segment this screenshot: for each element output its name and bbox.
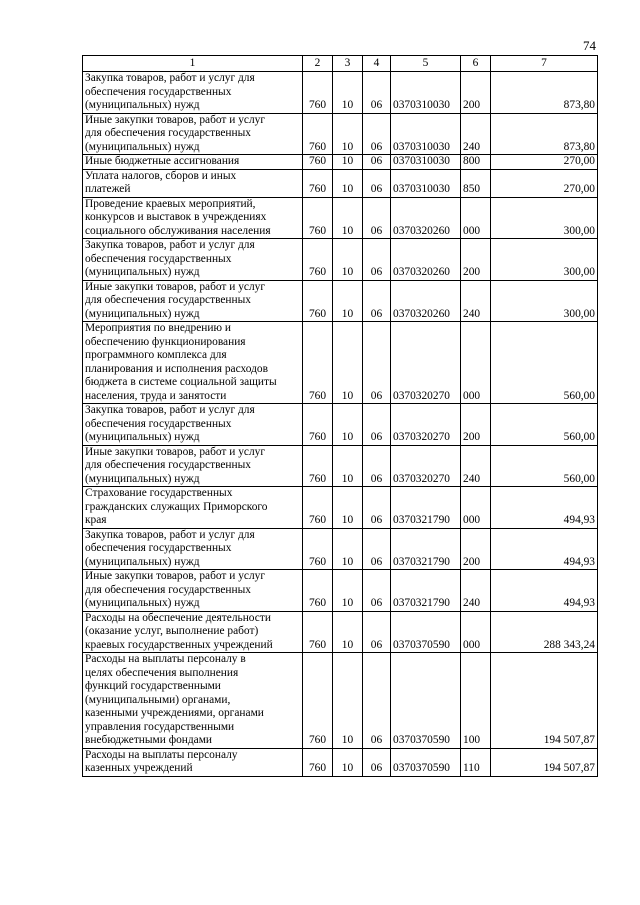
expense-name (83, 748, 303, 776)
section-code: 10 (333, 169, 363, 197)
ministry-code: 760 (303, 322, 333, 404)
table-row (83, 72, 598, 114)
expense-name-line: Иные закупки товаров, работ и услуг (85, 280, 266, 293)
target-article-code: 0370310030 (391, 155, 461, 170)
amount-value: 494,93 (491, 570, 598, 612)
table-header-row (83, 56, 598, 72)
ministry-code: 760 (303, 528, 333, 570)
ministry-code: 760 (303, 169, 333, 197)
table-row (83, 155, 598, 170)
header-col-7: 7 (491, 56, 598, 72)
expense-name-line: Расходы на обеспечение деятельности (85, 611, 271, 624)
subsection-code: 06 (363, 445, 391, 487)
subsection-code: 06 (363, 322, 391, 404)
subsection-code: 06 (363, 611, 391, 653)
target-article-code: 0370310030 (391, 72, 461, 114)
expense-name-line: (муниципальных) нужд (85, 266, 200, 278)
header-col-5: 5 (391, 56, 461, 72)
expense-name-line: социального обслуживания населения (85, 224, 271, 237)
expense-name-line: (муниципальных) нужд (85, 431, 200, 443)
target-article-code: 0370310030 (391, 113, 461, 155)
expense-name-line: Закупка товаров, работ и услуг для (85, 528, 255, 541)
expense-name-line: обеспечению функционирования (85, 335, 246, 348)
budget-table (82, 55, 598, 777)
expense-name-line: гражданских служащих Приморского (85, 500, 268, 513)
table-row (83, 528, 598, 570)
expense-name (83, 239, 303, 281)
ministry-code: 760 (303, 487, 333, 529)
table-row (83, 169, 598, 197)
subsection-code: 06 (363, 113, 391, 155)
expense-name-line: казенными учреждениями, органами (85, 707, 264, 719)
ministry-code: 760 (303, 445, 333, 487)
expense-name-line: управления государственными (85, 720, 235, 733)
subsection-code: 06 (363, 404, 391, 446)
expense-type-code: 100 (461, 653, 491, 749)
expense-type-code: 850 (461, 169, 491, 197)
subsection-code: 06 (363, 197, 391, 239)
amount-value: 560,00 (491, 445, 598, 487)
expense-name-line: Иные закупки товаров, работ и услуг (85, 113, 266, 126)
expense-name-line: Иные бюджетные ассигнования (85, 155, 240, 167)
target-article-code: 0370320270 (391, 404, 461, 446)
ministry-code: 760 (303, 653, 333, 749)
expense-name (83, 445, 303, 487)
amount-value: 270,00 (491, 155, 598, 170)
expense-name-line: Закупка товаров, работ и услуг для (85, 404, 255, 416)
subsection-code: 06 (363, 155, 391, 170)
expense-name (83, 653, 303, 749)
target-article-code: 0370370590 (391, 748, 461, 776)
expense-name-line: Проведение краевых мероприятий, (85, 197, 256, 210)
header-col-2: 2 (303, 56, 333, 72)
amount-value: 300,00 (491, 239, 598, 281)
target-article-code: 0370321790 (391, 487, 461, 529)
section-code: 10 (333, 653, 363, 749)
table-row (83, 748, 598, 776)
expense-type-code: 000 (461, 197, 491, 239)
amount-value: 300,00 (491, 280, 598, 322)
expense-name-line: Иные закупки товаров, работ и услуг (85, 570, 266, 582)
amount-value: 873,80 (491, 113, 598, 155)
expense-name-line: (муниципальных) нужд (85, 597, 200, 609)
expense-type-code: 200 (461, 404, 491, 446)
expense-name-line: функций государственными (85, 680, 221, 692)
expense-name-line: населения, труда и занятости (85, 389, 227, 402)
table-row (83, 445, 598, 487)
target-article-code: 0370321790 (391, 570, 461, 612)
ministry-code: 760 (303, 155, 333, 170)
expense-name (83, 322, 303, 404)
target-article-code: 0370370590 (391, 611, 461, 653)
expense-type-code: 000 (461, 611, 491, 653)
expense-type-code: 800 (461, 155, 491, 170)
expense-name-line: для обеспечения государственных (85, 459, 251, 471)
expense-name-line: Уплата налогов, сборов и иных (85, 169, 237, 182)
subsection-code: 06 (363, 72, 391, 114)
subsection-code: 06 (363, 748, 391, 776)
expense-name-line: краевых государственных учреждений (85, 638, 273, 651)
table-row (83, 653, 598, 749)
ministry-code: 760 (303, 748, 333, 776)
expense-name-line: (муниципальных) нужд (85, 555, 200, 568)
expense-type-code: 240 (461, 570, 491, 612)
table-row (83, 404, 598, 446)
expense-name-line: планирования и исполнения расходов (85, 362, 268, 375)
header-col-1: 1 (83, 56, 303, 72)
expense-name (83, 113, 303, 155)
expense-name-line: для обеспечения государственных (85, 127, 251, 139)
subsection-code: 06 (363, 487, 391, 529)
expense-name (83, 528, 303, 570)
expense-name-line: Мероприятия по внедрению и (85, 322, 231, 334)
subsection-code: 06 (363, 570, 391, 612)
page-number: 74 (583, 38, 596, 53)
ministry-code: 760 (303, 72, 333, 114)
expense-name-line: Иные закупки товаров, работ и услуг (85, 445, 266, 458)
target-article-code: 0370320260 (391, 239, 461, 281)
expense-name-line: для обеспечения государственных (85, 294, 251, 306)
expense-name-line: Страхование государственных (85, 487, 233, 499)
expense-name-line: (муниципальных) нужд (85, 472, 200, 485)
expense-name-line: (муниципальных) нужд (85, 99, 200, 111)
expense-name-line: (муниципальными) органами, (85, 693, 231, 706)
expense-name-line: конкурсов и выставок в учреждениях (85, 211, 267, 223)
expense-name-line: программного комплекса для (85, 349, 227, 361)
expense-name-line: обеспечения государственных (85, 85, 232, 98)
subsection-code: 06 (363, 169, 391, 197)
expense-name (83, 487, 303, 529)
expense-name-line: Закупка товаров, работ и услуг для (85, 239, 255, 251)
expense-name (83, 570, 303, 612)
expense-name-line: (муниципальных) нужд (85, 307, 200, 320)
target-article-code: 0370320260 (391, 197, 461, 239)
expense-name-line: Расходы на выплаты персоналу (85, 748, 238, 761)
header-col-3: 3 (333, 56, 363, 72)
expense-name-line: (оказание услуг, выполнение работ) (85, 625, 259, 637)
section-code: 10 (333, 404, 363, 446)
expense-type-code: 000 (461, 487, 491, 529)
expense-name-line: бюджета в системе социальной защиты (85, 376, 277, 388)
target-article-code: 0370321790 (391, 528, 461, 570)
expense-name-line: края (85, 514, 107, 526)
section-code: 10 (333, 239, 363, 281)
subsection-code: 06 (363, 528, 391, 570)
expense-name-line: обеспечения государственных (85, 417, 232, 430)
expense-type-code: 200 (461, 528, 491, 570)
amount-value: 300,00 (491, 197, 598, 239)
expense-type-code: 240 (461, 445, 491, 487)
expense-name-line: обеспечения государственных (85, 542, 232, 554)
ministry-code: 760 (303, 570, 333, 612)
header-col-6: 6 (461, 56, 491, 72)
section-code: 10 (333, 528, 363, 570)
expense-name (83, 197, 303, 239)
section-code: 10 (333, 197, 363, 239)
section-code: 10 (333, 280, 363, 322)
subsection-code: 06 (363, 653, 391, 749)
section-code: 10 (333, 570, 363, 612)
expense-type-code: 200 (461, 239, 491, 281)
amount-value: 194 507,87 (491, 748, 598, 776)
table-row (83, 113, 598, 155)
target-article-code: 0370320270 (391, 445, 461, 487)
amount-value: 494,93 (491, 528, 598, 570)
table-row (83, 197, 598, 239)
amount-value: 288 343,24 (491, 611, 598, 653)
expense-name-line: платежей (85, 183, 131, 195)
expense-name (83, 72, 303, 114)
target-article-code: 0370310030 (391, 169, 461, 197)
expense-name (83, 404, 303, 446)
expense-type-code: 110 (461, 748, 491, 776)
table-row (83, 280, 598, 322)
section-code: 10 (333, 322, 363, 404)
section-code: 10 (333, 487, 363, 529)
expense-name-line: Расходы на выплаты персоналу в (85, 653, 246, 665)
table-row (83, 570, 598, 612)
expense-name-line: (муниципальных) нужд (85, 140, 200, 153)
amount-value: 560,00 (491, 322, 598, 404)
section-code: 10 (333, 72, 363, 114)
header-col-4: 4 (363, 56, 391, 72)
expense-name (83, 280, 303, 322)
ministry-code: 760 (303, 113, 333, 155)
subsection-code: 06 (363, 280, 391, 322)
amount-value: 194 507,87 (491, 653, 598, 749)
expense-name-line: казенных учреждений (85, 762, 193, 774)
section-code: 10 (333, 611, 363, 653)
ministry-code: 760 (303, 239, 333, 281)
section-code: 10 (333, 155, 363, 170)
ministry-code: 760 (303, 611, 333, 653)
table-row (83, 322, 598, 404)
subsection-code: 06 (363, 239, 391, 281)
section-code: 10 (333, 748, 363, 776)
expense-name (83, 611, 303, 653)
expense-name-line: для обеспечения государственных (85, 583, 251, 596)
expense-name-line: обеспечения государственных (85, 252, 232, 265)
table-row (83, 611, 598, 653)
expense-type-code: 200 (461, 72, 491, 114)
ministry-code: 760 (303, 280, 333, 322)
section-code: 10 (333, 113, 363, 155)
ministry-code: 760 (303, 197, 333, 239)
amount-value: 873,80 (491, 72, 598, 114)
table-row (83, 239, 598, 281)
target-article-code: 0370320270 (391, 322, 461, 404)
target-article-code: 0370370590 (391, 653, 461, 749)
amount-value: 560,00 (491, 404, 598, 446)
expense-name (83, 169, 303, 197)
expense-type-code: 240 (461, 280, 491, 322)
expense-name-line: внебюджетными фондами (85, 734, 213, 746)
expense-type-code: 240 (461, 113, 491, 155)
expense-type-code: 000 (461, 322, 491, 404)
amount-value: 270,00 (491, 169, 598, 197)
section-code: 10 (333, 445, 363, 487)
amount-value: 494,93 (491, 487, 598, 529)
ministry-code: 760 (303, 404, 333, 446)
expense-name-line: Закупка товаров, работ и услуг для (85, 72, 255, 84)
target-article-code: 0370320260 (391, 280, 461, 322)
expense-name (83, 155, 303, 170)
expense-name-line: целях обеспечения выполнения (85, 666, 239, 679)
table-row (83, 487, 598, 529)
